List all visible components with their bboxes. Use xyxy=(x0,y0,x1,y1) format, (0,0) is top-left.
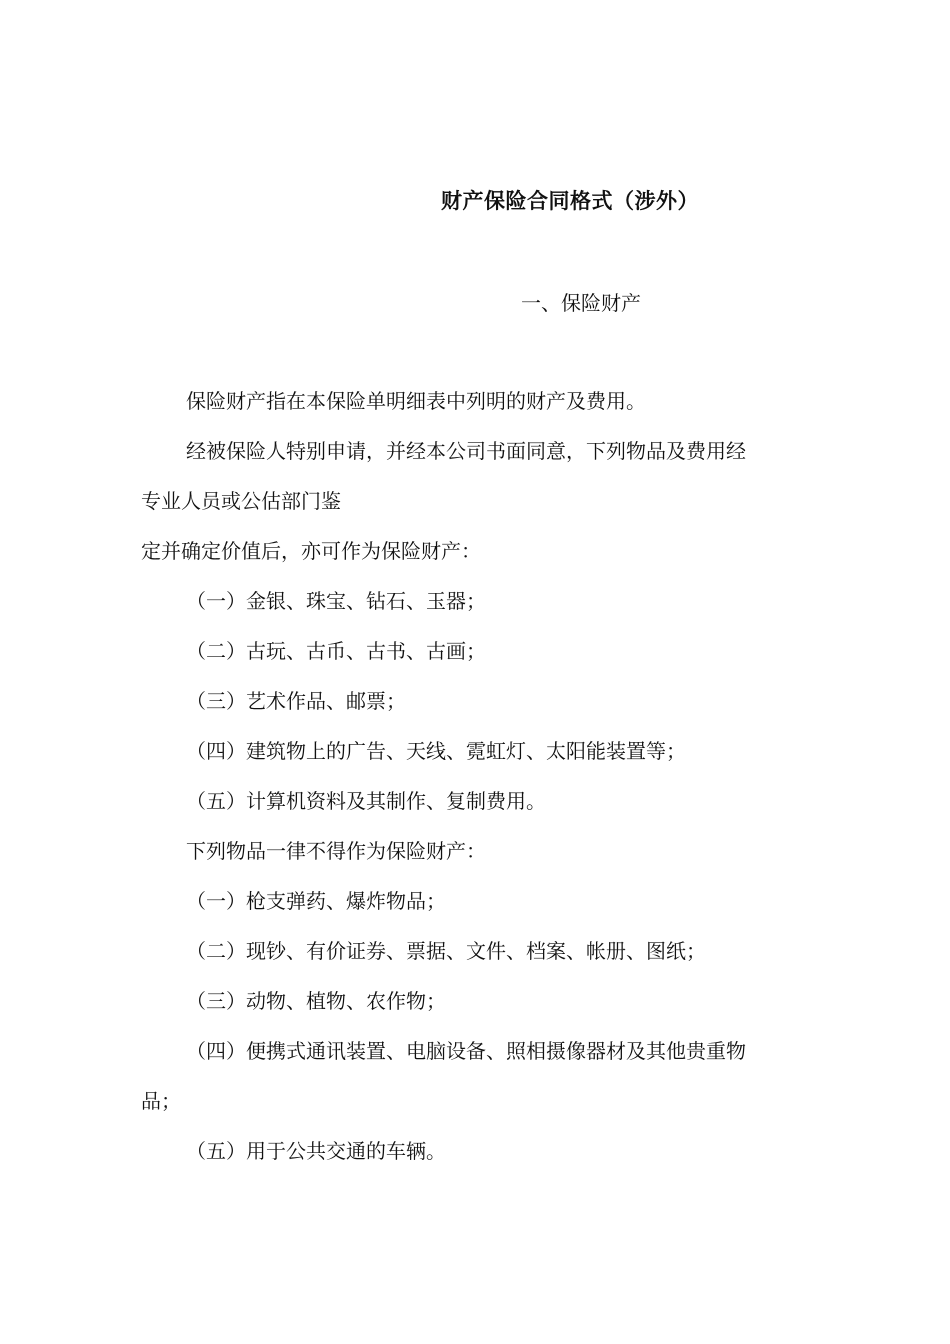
list-item: （一）枪支弹药、爆炸物品； xyxy=(186,889,446,913)
paragraph: 定并确定价值后，亦可作为保险财产： xyxy=(141,539,481,563)
list-item: （四）建筑物上的广告、天线、霓虹灯、太阳能装置等； xyxy=(186,739,686,763)
paragraph: 经被保险人特别申请，并经本公司书面同意，下列物品及费用经 xyxy=(186,439,746,463)
paragraph: 保险财产指在本保险单明细表中列明的财产及费用。 xyxy=(186,389,646,413)
list-item: （二）古玩、古币、古书、古画； xyxy=(186,639,486,663)
paragraph: 专业人员或公估部门鉴 xyxy=(141,489,341,513)
document-title: 财产保险合同格式（涉外） xyxy=(441,188,699,213)
list-item: （五）用于公共交通的车辆。 xyxy=(186,1139,446,1163)
list-item: （三）艺术作品、邮票； xyxy=(186,689,406,713)
section-heading: 一、保险财产 xyxy=(521,291,641,315)
list-item: （四）便携式通讯装置、电脑设备、照相摄像器材及其他贵重物 xyxy=(186,1039,746,1063)
list-item: （一）金银、珠宝、钻石、玉器； xyxy=(186,589,486,613)
paragraph: 下列物品一律不得作为保险财产： xyxy=(186,839,486,863)
list-item: （二）现钞、有价证券、票据、文件、档案、帐册、图纸； xyxy=(186,939,706,963)
list-item: （五）计算机资料及其制作、复制费用。 xyxy=(186,789,546,813)
list-item: （三）动物、植物、农作物； xyxy=(186,989,446,1013)
list-item-continuation: 品； xyxy=(141,1089,181,1113)
